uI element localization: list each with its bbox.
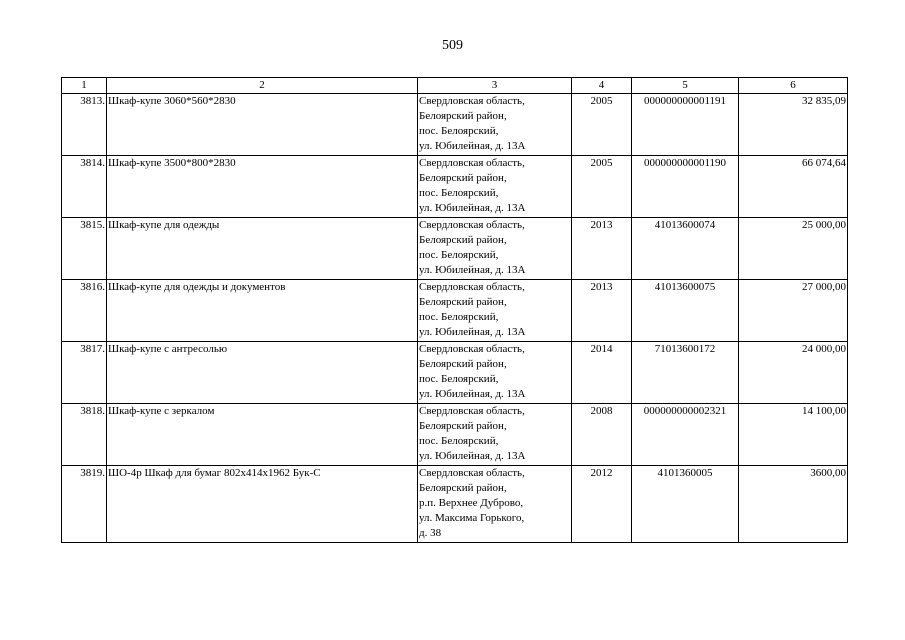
item-name: Шкаф-купе с антресолью xyxy=(107,342,418,404)
inventory-number: 000000000001190 xyxy=(632,156,739,218)
item-cost: 14 100,00 xyxy=(739,404,848,466)
table-row xyxy=(62,156,848,218)
item-cost: 66 074,64 xyxy=(739,156,848,218)
item-address xyxy=(418,342,572,404)
address-line: пос. Белоярский, xyxy=(419,435,499,447)
column-header: 1 xyxy=(62,78,107,94)
item-cost: 32 835,09 xyxy=(739,94,848,156)
address-line: ул. Юбилейная, д. 13А xyxy=(419,202,526,214)
item-name: Шкаф-купе 3500*800*2830 xyxy=(107,156,418,218)
table-row xyxy=(62,280,848,342)
item-address xyxy=(418,404,572,466)
address-line: р.п. Верхнее Дуброво, xyxy=(419,497,524,509)
table-row xyxy=(62,218,848,280)
address-line: пос. Белоярский, xyxy=(419,311,499,323)
item-year: 2014 xyxy=(572,342,632,404)
column-header: 4 xyxy=(572,78,632,94)
item-year: 2005 xyxy=(572,94,632,156)
item-year: 2008 xyxy=(572,404,632,466)
item-year: 2012 xyxy=(572,466,632,543)
inventory-number: 71013600172 xyxy=(632,342,739,404)
address-line: Свердловская область, xyxy=(419,343,525,355)
item-cost: 3600,00 xyxy=(739,466,848,543)
address-line: Свердловская область, xyxy=(419,157,525,169)
row-number: 3818. xyxy=(62,404,107,466)
item-name: Шкаф-купе 3060*560*2830 xyxy=(107,94,418,156)
address-line: пос. Белоярский, xyxy=(419,373,499,385)
address-line: Белоярский район, xyxy=(419,420,507,432)
row-number: 3814. xyxy=(62,156,107,218)
item-address xyxy=(418,156,572,218)
item-address xyxy=(418,466,572,543)
table-row xyxy=(62,342,848,404)
column-header: 6 xyxy=(739,78,848,94)
item-cost: 24 000,00 xyxy=(739,342,848,404)
table-row xyxy=(62,404,848,466)
inventory-number: 4101360005 xyxy=(632,466,739,543)
address-line: Белоярский район, xyxy=(419,110,507,122)
item-name: Шкаф-купе с зеркалом xyxy=(107,404,418,466)
table-row xyxy=(62,94,848,156)
property-registry-table xyxy=(61,77,848,543)
address-line: Свердловская область, xyxy=(419,405,525,417)
item-name: ШО-4р Шкаф для бумаг 802х414х1962 Бук-С xyxy=(107,466,418,543)
address-line: Свердловская область, xyxy=(419,219,525,231)
address-line: Свердловская область, xyxy=(419,95,525,107)
address-line: ул. Юбилейная, д. 13А xyxy=(419,388,526,400)
address-line: ул. Юбилейная, д. 13А xyxy=(419,450,526,462)
address-line: Свердловская область, xyxy=(419,467,525,479)
table-header-row xyxy=(62,78,848,94)
item-address xyxy=(418,218,572,280)
address-line: пос. Белоярский, xyxy=(419,187,499,199)
address-line: Белоярский район, xyxy=(419,172,507,184)
address-line: ул. Максима Горького, xyxy=(419,512,525,524)
address-line: пос. Белоярский, xyxy=(419,125,499,137)
row-number: 3819. xyxy=(62,466,107,543)
item-year: 2013 xyxy=(572,280,632,342)
address-line: Белоярский район, xyxy=(419,482,507,494)
column-header: 3 xyxy=(418,78,572,94)
item-cost: 25 000,00 xyxy=(739,218,848,280)
address-line: Свердловская область, xyxy=(419,281,525,293)
inventory-number: 41013600074 xyxy=(632,218,739,280)
page-number: 509 xyxy=(442,38,463,53)
address-line: ул. Юбилейная, д. 13А xyxy=(419,140,526,152)
address-line: пос. Белоярский, xyxy=(419,249,499,261)
inventory-number: 41013600075 xyxy=(632,280,739,342)
row-number: 3813. xyxy=(62,94,107,156)
column-header: 5 xyxy=(632,78,739,94)
address-line: ул. Юбилейная, д. 13А xyxy=(419,326,526,338)
item-address xyxy=(418,280,572,342)
address-line: Белоярский район, xyxy=(419,358,507,370)
item-year: 2005 xyxy=(572,156,632,218)
item-name: Шкаф-купе для одежды xyxy=(107,218,418,280)
inventory-number: 000000000002321 xyxy=(632,404,739,466)
row-number: 3816. xyxy=(62,280,107,342)
item-address xyxy=(418,94,572,156)
address-line: Белоярский район, xyxy=(419,234,507,246)
item-cost: 27 000,00 xyxy=(739,280,848,342)
row-number: 3815. xyxy=(62,218,107,280)
column-header: 2 xyxy=(107,78,418,94)
address-line: д. 38 xyxy=(419,527,442,539)
address-line: ул. Юбилейная, д. 13А xyxy=(419,264,526,276)
address-line: Белоярский район, xyxy=(419,296,507,308)
table-row xyxy=(62,466,848,543)
row-number: 3817. xyxy=(62,342,107,404)
item-year: 2013 xyxy=(572,218,632,280)
inventory-number: 000000000001191 xyxy=(632,94,739,156)
item-name: Шкаф-купе для одежды и документов xyxy=(107,280,418,342)
